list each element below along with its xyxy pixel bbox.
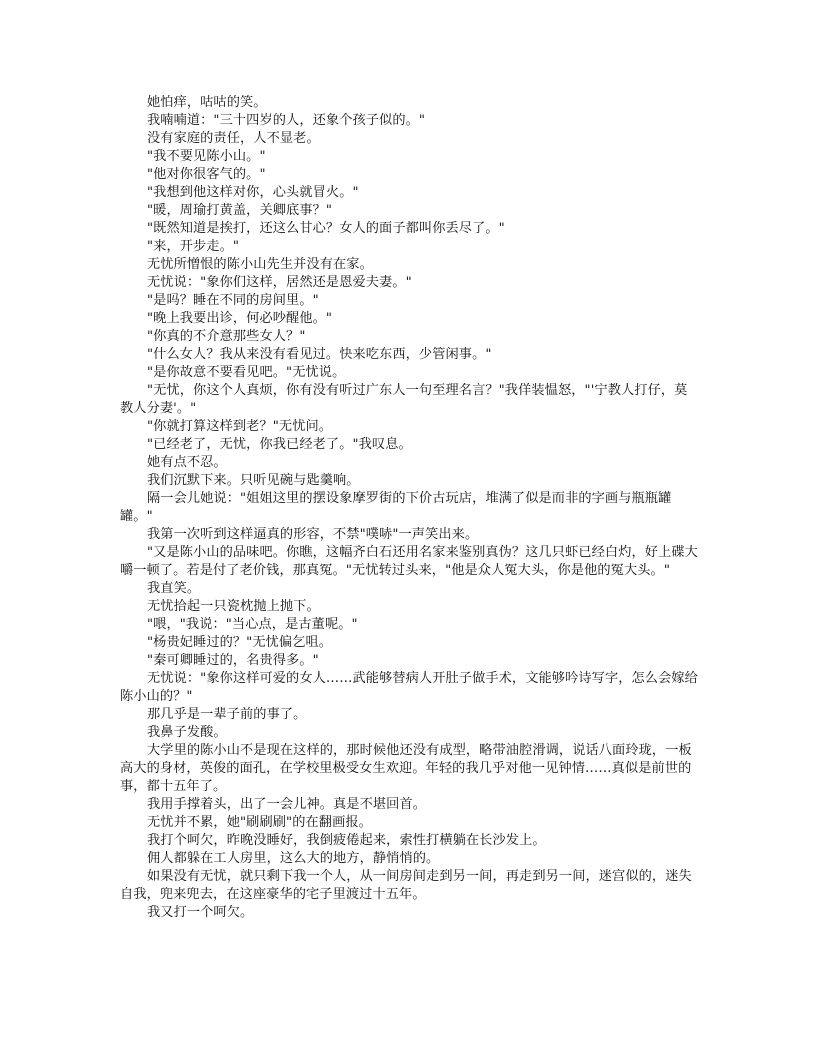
paragraph: "无忧，你这个人真烦，你有没有听过广东人一句至理名言？"我佯装愠怒，"'宁教人打仔，莫教人分妻'。" (120, 383, 688, 416)
paragraph: 无忧说："象你这样可爱的女人……武能够替病人开肚子做手术，文能够吟诗写字，怎么会嫁给陈小山的？" (120, 671, 698, 704)
paragraph: 我们沉默下来。只听见碗与匙羹响。 (147, 473, 360, 488)
paragraph: "暖，周瑜打黄盖，关卿底事？" (147, 203, 333, 218)
paragraph: 我又打一个呵欠。 (147, 905, 254, 920)
paragraph: 如果没有无忧，就只剩下我一个人，从一间房间走到另一间，再走到另一间，迷宫似的，迷失自我，兜来兜去，在这座豪华的宅子里渡过十五年。 (120, 869, 692, 902)
paragraph: "是你故意不要看见吧。"无忧说。 (147, 365, 346, 380)
paragraph: "秦可卿睡过的，名贵得多。" (147, 653, 319, 668)
paragraph: 我打个呵欠，昨晚没睡好，我倒疲倦起来，索性打横躺在长沙发上。 (147, 833, 546, 848)
paragraph: "是吗？睡在不同的房间里。" (147, 293, 319, 308)
paragraph: 我鼻子发酸。 (147, 725, 227, 740)
paragraph: "我不要见陈小山。" (147, 149, 266, 164)
paragraph: "我想到他这样对你，心头就冒火。" (147, 185, 359, 200)
paragraph: 无忧并不累，她"刷刷刷"的在翻画报。 (147, 815, 372, 830)
paragraph: 她怕痒，咕咕的笑。 (147, 95, 267, 110)
paragraph: 无忧所憎恨的陈小山先生并没有在家。 (147, 257, 373, 272)
paragraph: "晚上我要出诊，何必吵醒他。" (147, 311, 333, 326)
paragraph: "既然知道是挨打，还这么甘心？女人的面子都叫你丢尽了。" (147, 221, 505, 236)
paragraph: "已经老了，无忧，你我已经老了。"我叹息。 (147, 437, 412, 452)
paragraph: "又是陈小山的品味吧。你瞧，这幅齐白石还用名家来鉴别真伪？这几只虾已经白灼，好上碟大嚼一顿了。若是付了老价钱，那真冤。"无忧转过头来，"他是众人冤大头，你是他的冤大头。" (120, 545, 698, 578)
paragraph: 我直笑。 (147, 581, 201, 596)
paragraph: 没有家庭的责任，人不显老。 (147, 131, 320, 146)
paragraph: "你真的不介意那些女人？" (147, 329, 306, 344)
paragraph: 我用手撑着头，出了一会儿神。真是不堪回首。 (147, 797, 427, 812)
document-page (120, 94, 698, 922)
paragraph: 她有点不忍。 (147, 455, 227, 470)
paragraph: 我第一次听到这样逼真的形容，不禁"噗哧"一声笑出来。 (147, 527, 479, 542)
paragraph: "喂，"我说："当心点，是古董呢。" (147, 617, 358, 632)
paragraph: 佣人都躲在工人房里，这么大的地方，静悄悄的。 (147, 851, 440, 866)
paragraph: 无忧说："象你们这样，居然还是恩爱夫妻。" (147, 275, 412, 290)
paragraph: 隔一会儿她说："姐姐这里的摆设象摩罗街的下价古玩店，堆满了似是而非的字画与瓶瓶罐罐。" (120, 491, 672, 524)
paragraph: "什么女人？我从来没有看见过。快来吃东西，少管闲事。" (147, 347, 492, 362)
paragraph: "杨贵妃睡过的？"无忧偏乞咀。 (147, 635, 333, 650)
paragraph: "他对你很客气的。" (147, 167, 266, 182)
paragraph: 大学里的陈小山不是现在这样的，那时候他还没有成型，略带油腔滑调，说话八面玲珑，一板高大的身材，英俊的面孔，在学校里极受女生欢迎。年轻的我几乎对他一见钟情……真似是前世的事，都十五年了。 (120, 743, 692, 794)
paragraph: 无忧拾起一只瓷枕抛上抛下。 (147, 599, 320, 614)
paragraph: "你就打算这样到老？"无忧问。 (147, 419, 333, 434)
paragraph: 那几乎是一辈子前的事了。 (147, 707, 307, 722)
paragraph: 我喃喃道："三十四岁的人，还象个孩子似的。" (147, 113, 426, 128)
paragraph: "来，开步走。" (147, 239, 240, 254)
